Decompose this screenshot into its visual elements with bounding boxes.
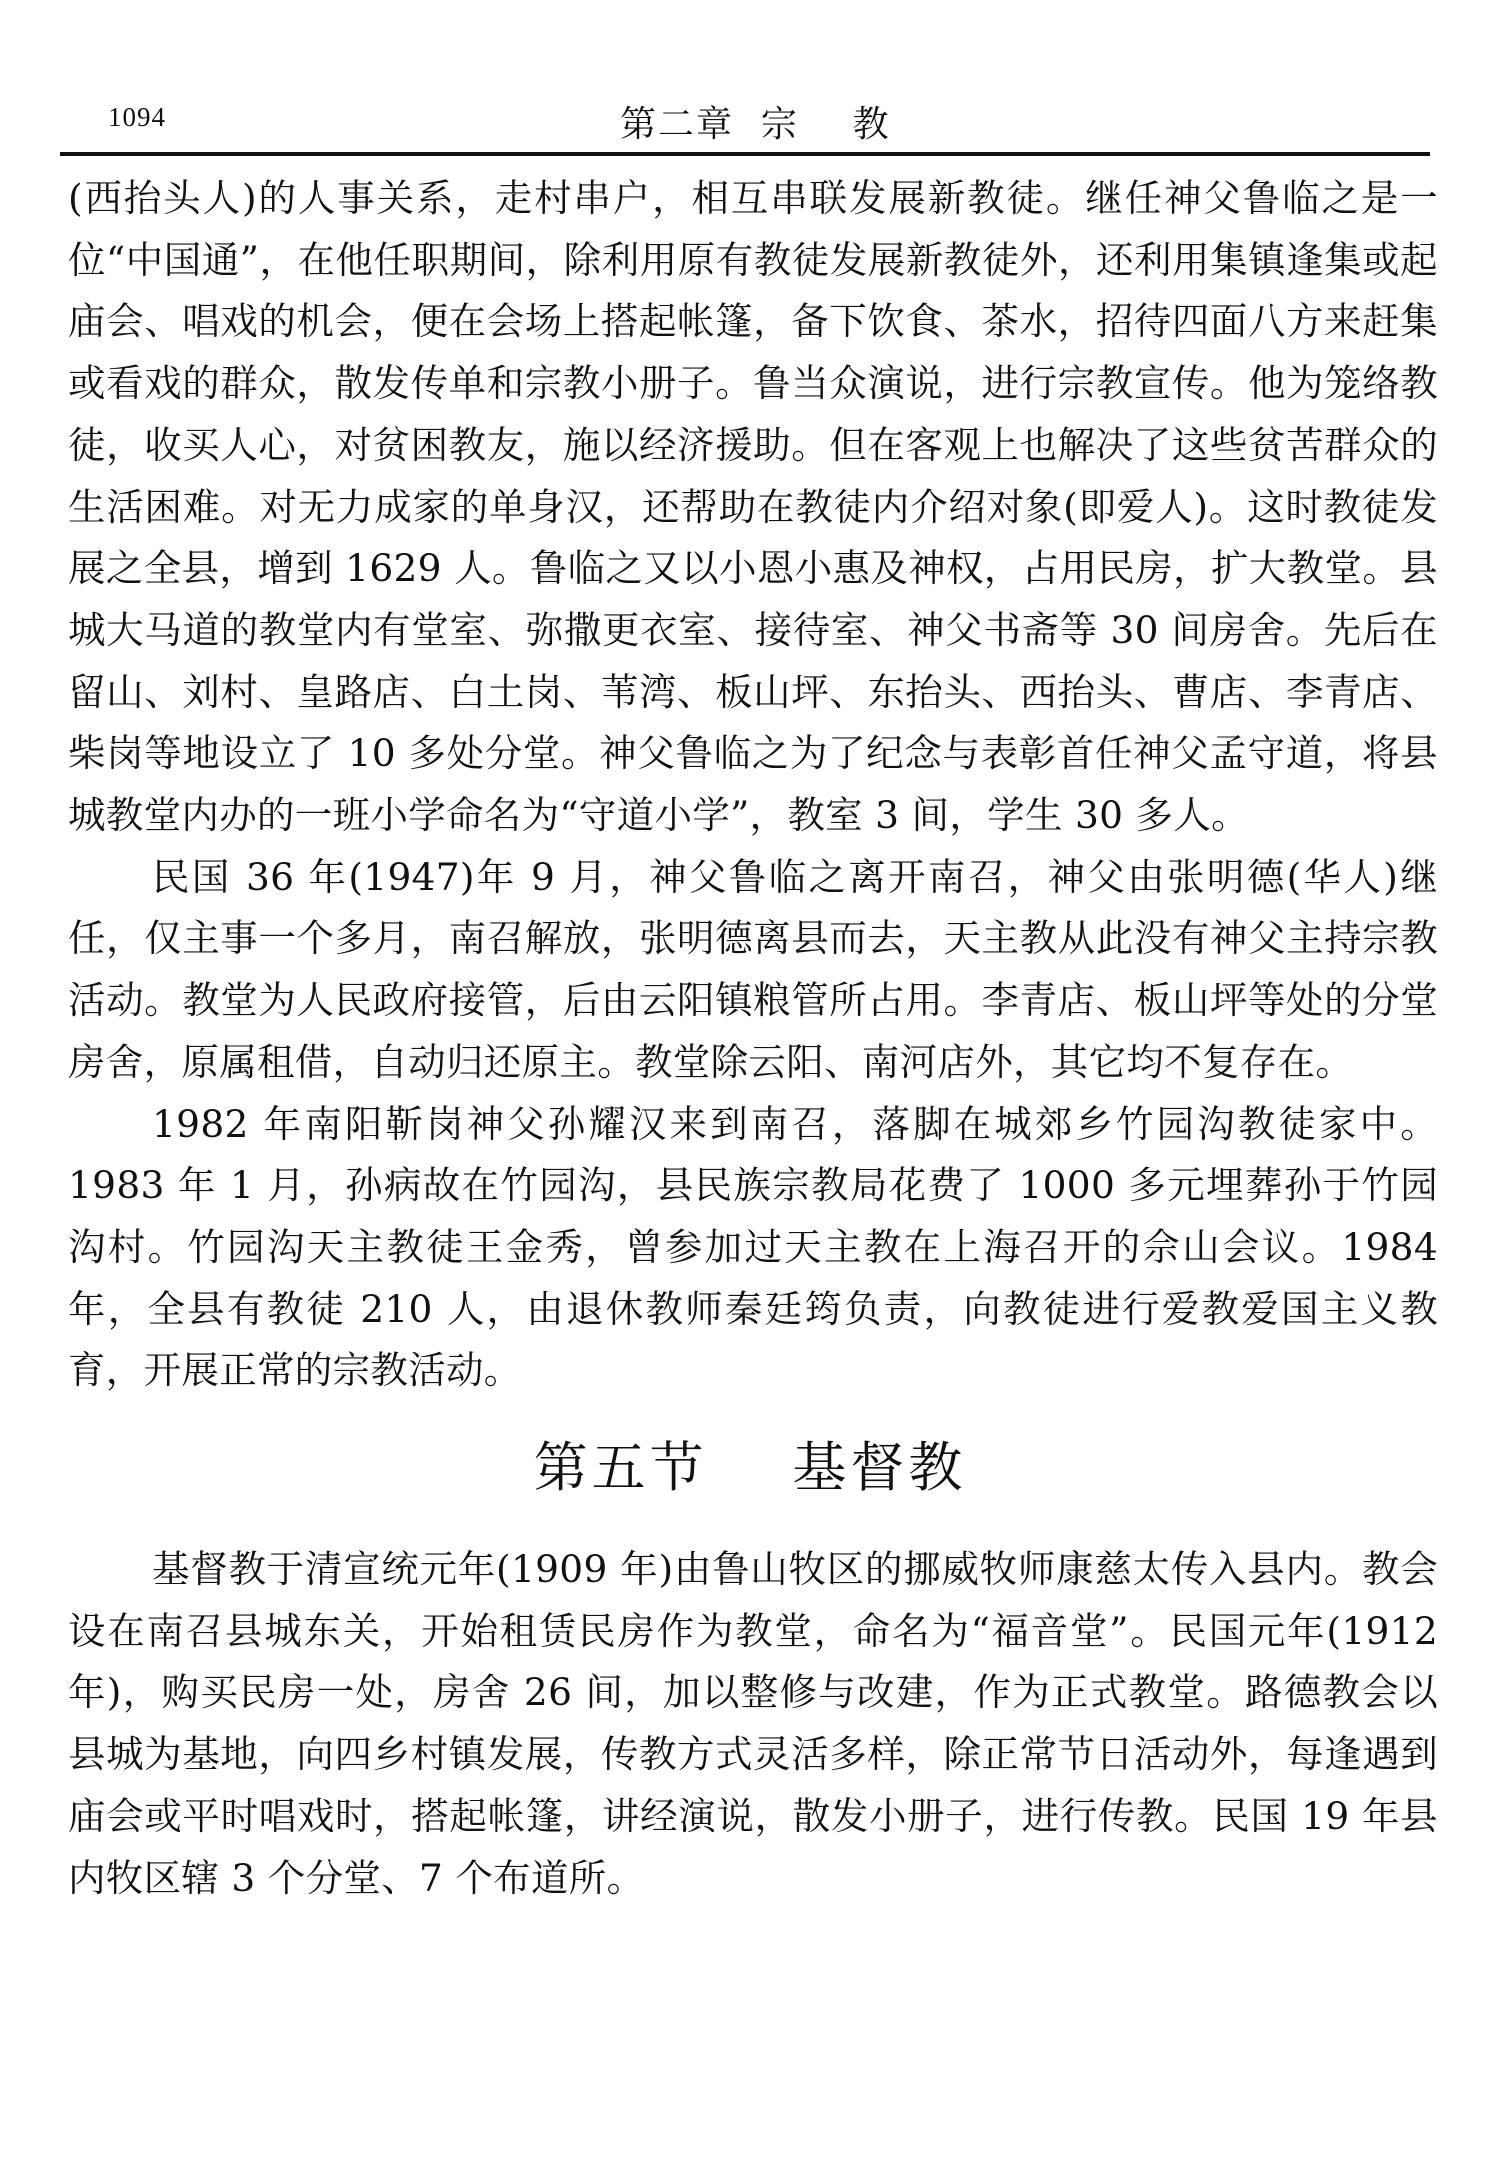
page-number: 1094: [108, 102, 166, 132]
paragraph: 1982 年南阳靳岗神父孙耀汉来到南召，落脚在城郊乡竹园沟教徒家中。1983 年 1 月，孙病故在竹园沟，县民族宗教局花费了 1000 多元埋葬孙于竹园沟村。竹园沟天主教徒王金秀，曾参加过天主教在上海召开的佘山会议。1984 年，全县有教徒 210 人，由退休教师秦廷筠负责，向教徒进行爱教爱国主义教育，开展正常的宗教活动。: [68, 1101, 1438, 1393]
page-header: [60, 96, 1430, 146]
body-text: [68, 168, 1438, 1402]
paragraph: (西抬头人)的人事关系，走村串户，相互串联发展新教徒。继任神父鲁临之是一位“中国通”，在他任职期间，除利用原有教徒发展新教徒外，还利用集镇逢集或起庙会、唱戏的机会，便在会场上搭起帐篷，备下饮食、茶水，招待四面八方来赶集或看戏的群众，散发传单和宗教小册子。鲁当众演说，进行宗教宣传。他为笼络教徒，收买人心，对贫困教友，施以经济援助。但在客观上也解决了这些贫苦群众的生活困难。对无力成家的单身汉，还帮助在教徒内介绍对象(即爱人)。这时教徒发展之全县，增到 1629 人。鲁临之又以小恩小惠及神权，占用民房，扩大教堂。县城大马道的教堂内有堂室、弥撒更衣室、接待室、神父书斋等 30 间房舍。先后在留山、刘村、皇路店、白土岗、苇湾、板山坪、东抬头、西抬头、曹店、李青店、柴岗等地设立了 10 多处分堂。神父鲁临之为了纪念与表彰首任神父孟守道，将县城教堂内办的一班小学命名为“守道小学”，教室 3 间，学生 30 多人。: [68, 176, 1438, 838]
section-title: 第五节 基督教: [533, 1436, 967, 1499]
header-rule: [60, 152, 1430, 156]
paragraph: 基督教于清宣统元年(1909 年)由鲁山牧区的挪威牧师康慈太传入县内。教会设在南召县城东关，开始租赁民房作为教堂，命名为“福音堂”。民国元年(1912 年)，购买民房一处，房舍 26 间，加以整修与改建，作为正式教堂。路德教会以县城为基地，向四乡村镇发展，传教方式灵活多样，除正常节日活动外，每逢遇到庙会或平时唱戏时，搭起帐篷，讲经演说，散发小册子，进行传教。民国 19 年县内牧区辖 3 个分堂、7 个布道所。: [68, 1547, 1438, 1900]
section-body: [68, 1539, 1438, 1909]
paragraph: 民国 36 年(1947)年 9 月，神父鲁临之离开南召，神父由张明德(华人)继任，仅主事一个多月，南召解放，张明德离县而去，天主教从此没有神父主持宗教活动。教堂为人民政府接管，后由云阳镇粮管所占用。李青店、板山坪等处的分堂房舍，原属租借，自动归还原主。教堂除云阳、南河店外，其它均不复存在。: [68, 854, 1438, 1084]
running-title: 第二章 宗 教: [620, 104, 891, 145]
